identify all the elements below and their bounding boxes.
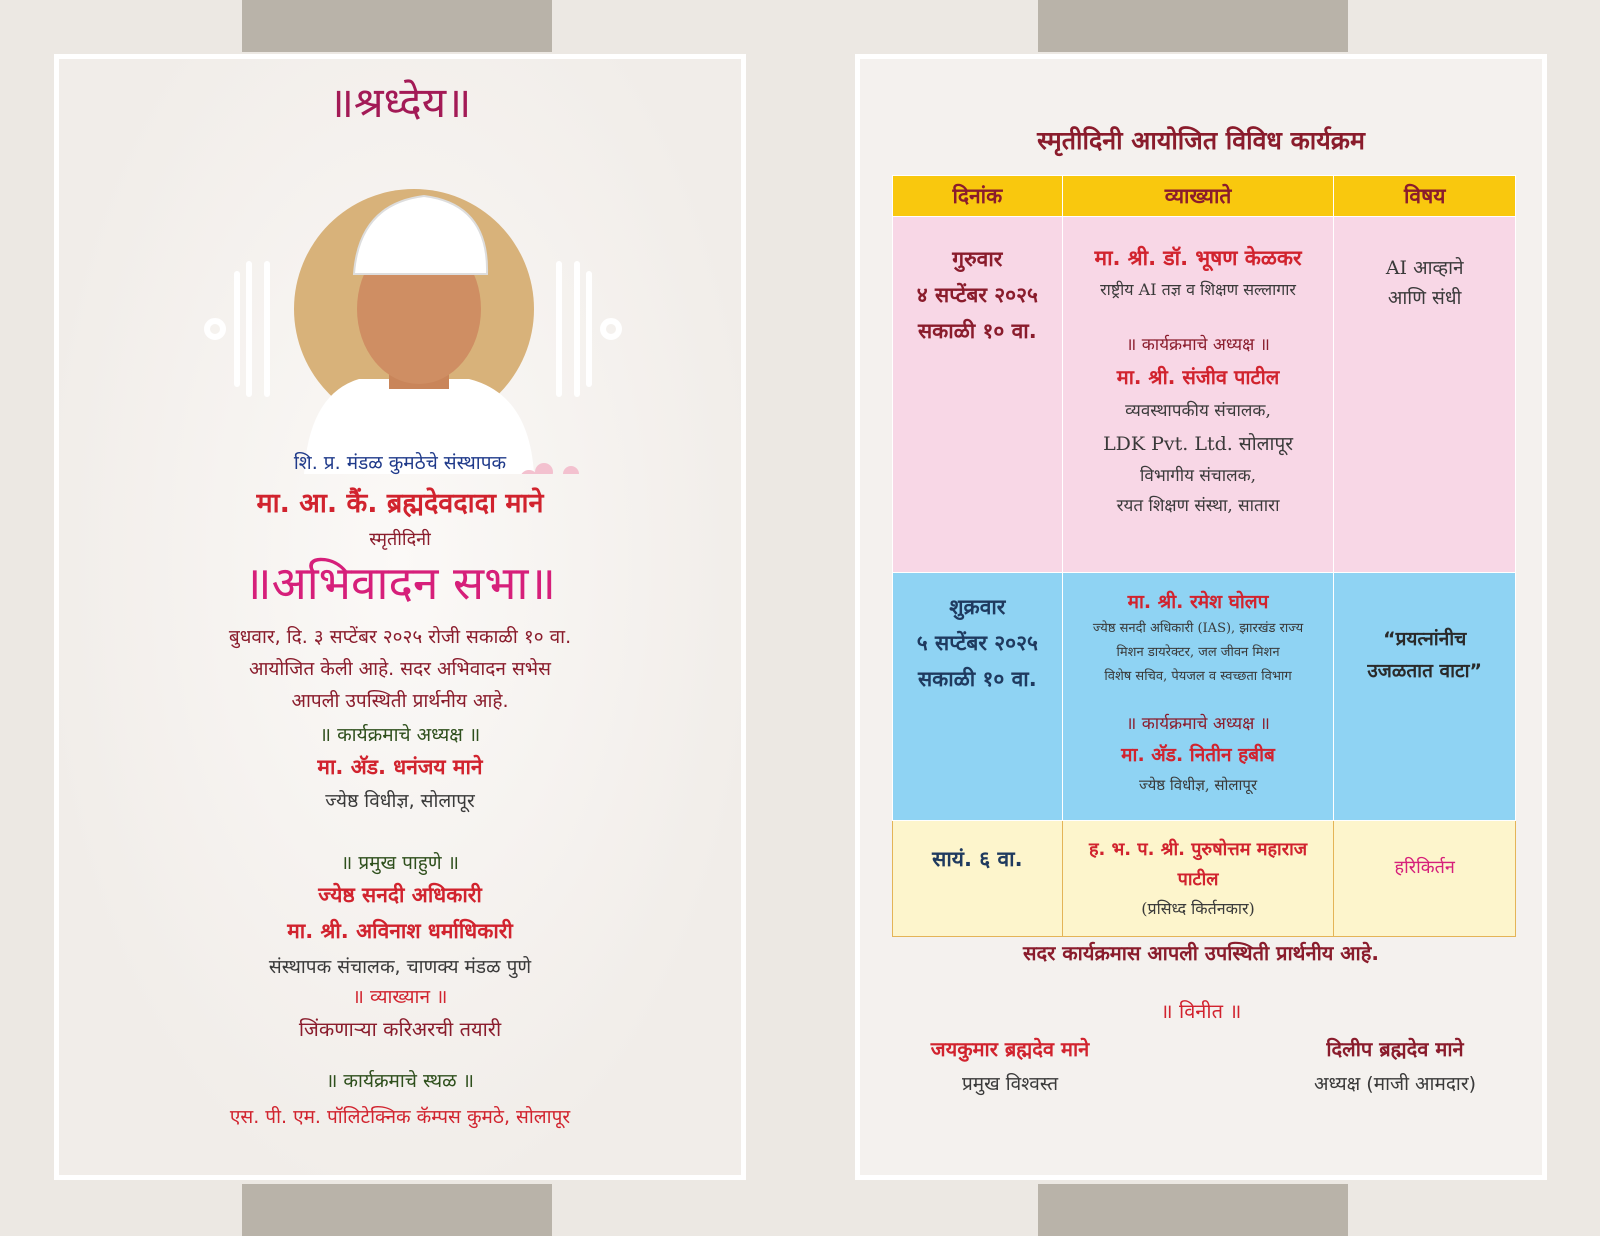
row2-chair-name: मा. अ‍ॅड. नितीन हबीब (1121, 744, 1275, 766)
president-label: ॥ कार्यक्रमाचे अध्यक्ष ॥ (319, 724, 481, 746)
footer-invite: सदर कार्यक्रमास आपली उपस्थिती प्रार्थनीय आहे. (1023, 941, 1379, 965)
row2-speaker-desc-3: विशेष सचिव, पेयजल व स्वच्छता विभाग (1104, 669, 1292, 684)
row1-chair-desc-4: रयत शिक्षण संस्था, सातारा (1116, 496, 1280, 516)
invite-line-1: बुधवार, दि. ३ सप्टेंबर २०२५ रोजी सकाळी १० वा. (228, 626, 572, 648)
row2-speaker-desc-2: मिशन डायरेक्टर, जल जीवन मिशन (1116, 645, 1280, 660)
row1-chair-label: ॥ कार्यक्रमाचे अध्यक्ष ॥ (1126, 335, 1270, 355)
topic-cell (1334, 217, 1516, 573)
row1-time: सकाळी १० वा. (917, 319, 1037, 343)
date-cell (893, 573, 1063, 821)
signatory-1-role: प्रमुख विश्वस्त (961, 1073, 1059, 1095)
topic-cell (1334, 821, 1516, 937)
programme-title: स्मृतीदिनी आयोजित विविध कार्यक्रम (1037, 126, 1365, 155)
portrait-illustration (59, 134, 746, 474)
invite-line-2: आयोजित केली आहे. सदर अभिवादन सभेस (248, 658, 551, 680)
row2-topic-2: उजळतात वाटा” (1367, 660, 1482, 682)
speaker-cell (1062, 573, 1334, 821)
president-name: मा. अ‍ॅड. धनंजय माने (317, 755, 483, 779)
shraddhey-heading: ॥श्रध्देय॥ (328, 78, 472, 127)
row3-time: सायं. ६ वा. (932, 847, 1023, 871)
row1-speaker-desc: राष्ट्रीय AI तज्ञ व शिक्षण सल्लागार (1100, 280, 1296, 299)
table-row (893, 573, 1516, 821)
venue: एस. पी. एम. पॉलिटेक्निक कॅम्पस कुमठे, सोलापूर (229, 1106, 571, 1128)
table-header-row (893, 176, 1516, 217)
row2-time: सकाळी १० वा. (917, 667, 1037, 691)
row3-speaker-desc: (प्रसिध्द किर्तनकार) (1141, 899, 1255, 918)
signatory-2 (1260, 1035, 1530, 1096)
lecture-label: ॥ व्याख्यान ॥ (352, 986, 448, 1008)
guest-name: मा. श्री. अविनाश धर्माधिकारी (287, 919, 513, 943)
topic-cell (1334, 573, 1516, 821)
header-topic: विषय (1334, 176, 1516, 217)
date-cell (893, 217, 1063, 573)
row2-date: ५ सप्टेंबर २०२५ (916, 631, 1038, 655)
binding-tab-top-left (242, 0, 552, 52)
speaker-cell (1062, 821, 1334, 937)
tribute-card (54, 54, 746, 1180)
row3-speaker-2: पाटील (1177, 869, 1219, 890)
row1-topic-2: आणि संधी (1387, 287, 1462, 309)
abhivadan-sabha-title: ॥अभिवादन सभा॥ (244, 556, 556, 610)
row1-chair-desc-2: LDK Pvt. Ltd. सोलापूर (1103, 433, 1294, 455)
row1-day: गुरुवार (952, 247, 1003, 271)
guest-title: ज्येष्ठ सनदी अधिकारी (318, 883, 482, 907)
row1-chair-desc-3: विभागीय संचालक, (1139, 466, 1257, 486)
vinit-label: ॥ विनीत ॥ (1160, 999, 1242, 1023)
header-date: दिनांक (893, 176, 1063, 217)
binding-tab-top-right (1038, 0, 1348, 52)
signatory-2-role: अध्यक्ष (माजी आमदार) (1313, 1073, 1477, 1095)
speaker-cell (1062, 217, 1334, 573)
guest-label: ॥ प्रमुख पाहुणे ॥ (340, 852, 460, 874)
invite-line-3: आपली उपस्थिती प्रार्थनीय आहे. (291, 690, 509, 712)
binding-tab-bottom-left (242, 1184, 552, 1236)
table-row (893, 821, 1516, 937)
row2-topic-1: “प्रयत्नांनीच (1383, 628, 1467, 650)
signatory-2-name: दिलीप ब्रह्मदेव माने (1326, 1037, 1464, 1061)
row1-topic-1: AI आव्हाने (1385, 257, 1464, 279)
programme-table (892, 175, 1516, 937)
row2-day: शुक्रवार (949, 595, 1006, 619)
lecture-topic: जिंकणाऱ्या करिअरची तयारी (298, 1017, 502, 1041)
programme-card (855, 54, 1547, 1180)
signatory-1 (880, 1035, 1140, 1096)
smrutidini-label: स्मृतीदिनी (369, 529, 431, 550)
row2-speaker-desc-1: ज्येष्ठ सनदी अधिकारी (IAS), झारखंड राज्य (1092, 621, 1304, 636)
row2-chair-desc: ज्येष्ठ विधीज्ञ, सोलापूर (1138, 776, 1258, 794)
row3-topic: हरिकिर्तन (1394, 857, 1455, 878)
president-desc: ज्येष्ठ विधीज्ञ, सोलापूर (325, 790, 475, 812)
row2-chair-label: ॥ कार्यक्रमाचे अध्यक्ष ॥ (1126, 714, 1270, 734)
binding-tab-bottom-right (1038, 1184, 1348, 1236)
venue-label: ॥ कार्यक्रमाचे स्थळ ॥ (326, 1070, 474, 1092)
row1-chair-name: मा. श्री. संजीव पाटील (1116, 365, 1280, 389)
table-row (893, 217, 1516, 573)
date-cell (893, 821, 1063, 937)
signatory-1-name: जयकुमार ब्रह्मदेव माने (930, 1037, 1090, 1061)
header-speaker: व्याख्याते (1062, 176, 1334, 217)
row1-speaker: मा. श्री. डॉ. भूषण केळकर (1094, 246, 1302, 270)
row2-speaker: मा. श्री. रमेश घोलप (1127, 591, 1269, 613)
guest-desc: संस्थापक संचालक, चाणक्य मंडळ पुणे (268, 956, 532, 978)
row1-date: ४ सप्टेंबर २०२५ (916, 283, 1038, 307)
row3-speaker-1: ह. भ. प. श्री. पुरुषोत्तम महाराज (1088, 839, 1308, 860)
row1-chair-desc-1: व्यवस्थापकीय संचालक, (1125, 401, 1271, 421)
honoree-name: मा. आ. कैं. ब्रह्मदेवदादा माने (256, 488, 544, 519)
org-founder-label: शि. प्र. मंडळ कुमठेचे संस्थापक (293, 452, 507, 474)
